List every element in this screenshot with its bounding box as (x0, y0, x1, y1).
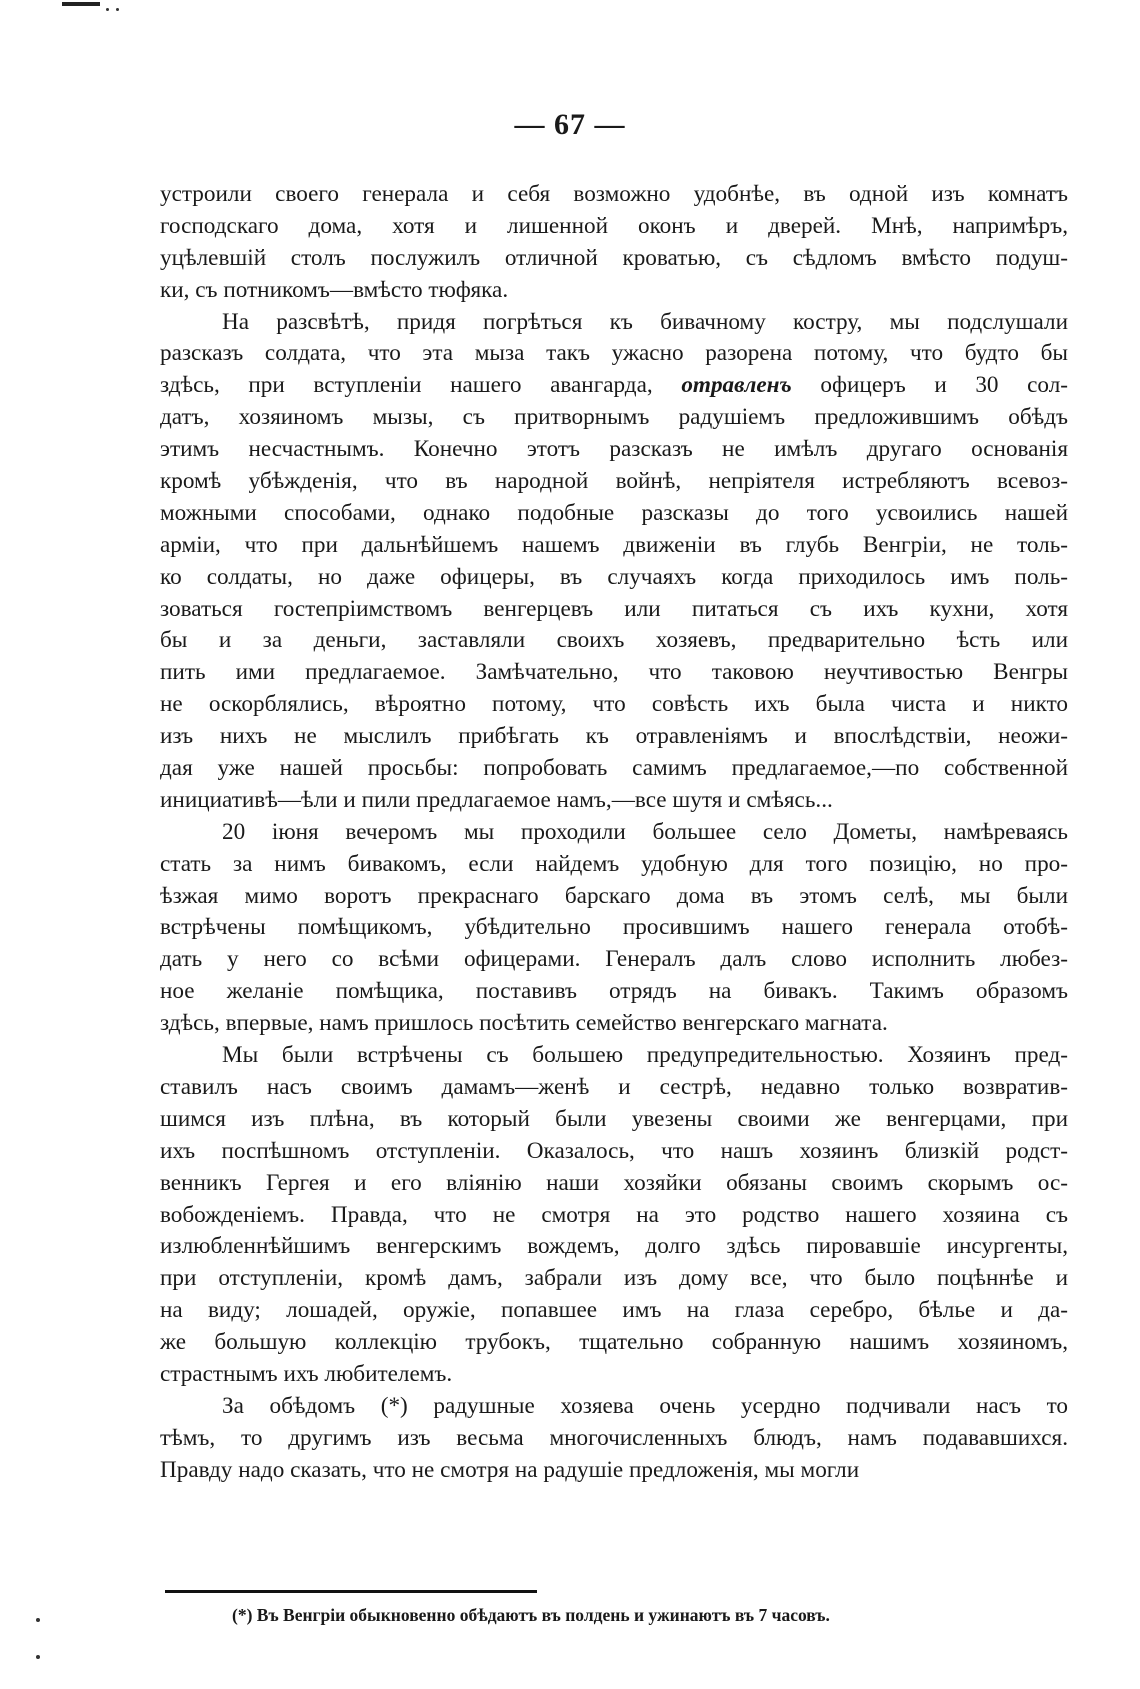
text-line: датъ, хозяиномъ мызы, съ притворнымъ радушiемъ предложившимъ обѣдъ (160, 404, 1068, 431)
text-line: вобожденiемъ. Правда, что не смотря на это родство нашего хозяина съ (160, 1201, 1068, 1228)
text-line: стать за нимъ бивакомъ, если найдемъ удобную для того позицiю, но про- (160, 850, 1068, 877)
text-line: армiи, что при дальнѣйшемъ нашемъ движенiи въ глубь Венгрiи, не толь- (160, 531, 1068, 558)
text-line: на виду; лошадей, оружiе, попавшее имъ на глаза серебро, бѣлье и да- (160, 1297, 1068, 1324)
text-line: ставилъ насъ своимъ дамамъ—женѣ и сестрѣ, недавно только возвратив- (160, 1073, 1068, 1100)
emphasized-word: отравленъ (681, 372, 792, 399)
text-line: ки, съ потникомъ—вмѣсто тюфяка. (160, 276, 509, 303)
footnote-divider (165, 1590, 537, 1593)
text-line: венникъ Гергея и его влiянiю наши хозяйки обязаны своимъ скорымъ ос- (160, 1169, 1068, 1196)
text-line: шимся изъ плѣна, въ который были увезены своими же венгерцами, при (160, 1105, 1068, 1132)
text-line: можными способами, однако подобные разсказы до того усвоились нашей (160, 499, 1068, 526)
text-line: устроили своего генерала и себя возможно удобнѣе, въ одной изъ комнатъ (160, 181, 1068, 207)
margin-speck (36, 1618, 40, 1622)
paragraph (160, 179, 1068, 307)
margin-speck (36, 1655, 40, 1659)
text-line: ное желанiе помѣщика, поставивъ отрядъ на бивакъ. Такимъ образомъ (160, 978, 1068, 1005)
page-number: — 67 — (514, 108, 626, 141)
text-line: зоваться гостепрiимствомъ венгерцевъ или питаться съ ихъ кухни, хотя (160, 595, 1068, 622)
text-line: ихъ поспѣшномъ отступленiи. Оказалось, что нашъ хозяинъ близкiй родст- (160, 1137, 1068, 1164)
text-line: За обѣдомъ (*) радушные хозяева очень усердно подчивали насъ то (222, 1392, 1068, 1419)
text-line: же большую коллекцiю трубокъ, тщательно собранную нашимъ хозяиномъ, (160, 1329, 1068, 1356)
text-line: не оскорблялись, вѣроятно потому, что совѣсть ихъ была чиста и никто (160, 691, 1068, 718)
text-line: страстнымъ ихъ любителемъ. (160, 1360, 453, 1387)
text-line: пить ими предлагаемое. Замѣчательно, что таковою неучтивостью Венгры (160, 659, 1068, 686)
text-line: Мы были встрѣчены съ большею предупредительностью. Хозяинъ пред- (222, 1042, 1068, 1069)
paragraph (160, 1391, 1068, 1487)
footnote: (*) Въ Венгрiи обыкновенно обѣдаютъ въ полдень и ужинаютъ въ 7 часовъ. (232, 1605, 830, 1625)
text-line: встрѣчены помѣщикомъ, убѣдительно просившимъ нашего генерала отобѣ- (160, 914, 1068, 941)
text-line: изъ нихъ не мыслилъ прибѣгать къ отравленiямъ и впослѣдствiи, неожи- (160, 723, 1068, 750)
corner-scan-mark (62, 0, 122, 10)
paragraph (160, 1040, 1068, 1391)
text-line: уцѣлевшiй столъ послужилъ отличной кроватью, съ сѣдломъ вмѣсто подуш- (160, 244, 1068, 271)
text-line: Правду надо сказать, что не смотря на радушiе предложенiя, мы могли (160, 1456, 860, 1483)
text-line: этимъ несчастнымъ. Конечно этотъ разсказъ не имѣлъ другаго основанiя (160, 436, 1068, 463)
text-line: излюбленнѣйшимъ венгерскимъ вождемъ, долго здѣсь пировавшiе инсургенты, (160, 1233, 1068, 1260)
body-text (160, 179, 1068, 1487)
text-line: дая уже нашей просьбы: попробовать самимъ предлагаемое,—по собственной (160, 755, 1068, 782)
text-line: господскаго дома, хотя и лишенной оконъ и дверей. Мнѣ, напримѣръ, (160, 212, 1068, 239)
text-line: тѣмъ, то другимъ изъ весьма многочисленныхъ блюдъ, намъ подававшихся. (160, 1424, 1068, 1451)
text-line: кромѣ убѣжденiя, что въ народной войнѣ, непрiятеля истребляютъ всевоз- (160, 468, 1068, 495)
text-line: инициативѣ—ѣли и пили предлагаемое намъ,—все шутя и смѣясь... (160, 786, 833, 813)
text-line: дать у него со всѣми офицерами. Генералъ далъ слово исполнить любез- (160, 946, 1068, 973)
text-line: при отступленiи, кромѣ дамъ, забрали изъ дому все, что было поцѣннѣе и (160, 1265, 1068, 1292)
text-line: разсказъ солдата, что эта мыза такъ ужасно разорена потому, что будто бы (160, 340, 1068, 367)
text-line: 20 iюня вечеромъ мы проходили большее село Дометы, намѣреваясь (222, 818, 1068, 845)
text-line: здѣсь, впервые, намъ пришлось посѣтить семейство венгерскаго магната. (160, 1010, 888, 1037)
paragraph (160, 817, 1068, 1040)
paragraph (160, 307, 1068, 817)
text-line: На разсвѣтѣ, придя погрѣться къ бивачному костру, мы подслушали (222, 308, 1068, 335)
text-line: ко солдаты, но даже офицеры, въ случаяхъ когда приходилось имъ поль- (160, 563, 1068, 590)
text-line: ѣзжая мимо воротъ прекраснаго барскаго дома въ этомъ селѣ, мы были (160, 882, 1068, 909)
text-line: здѣсь, при вступленiи нашего авангарда, отравленъ офицеръ и 30 сол- (160, 372, 1069, 399)
text-line: бы и за деньги, заставляли своихъ хозяевъ, предварительно ѣсть или (160, 627, 1068, 654)
